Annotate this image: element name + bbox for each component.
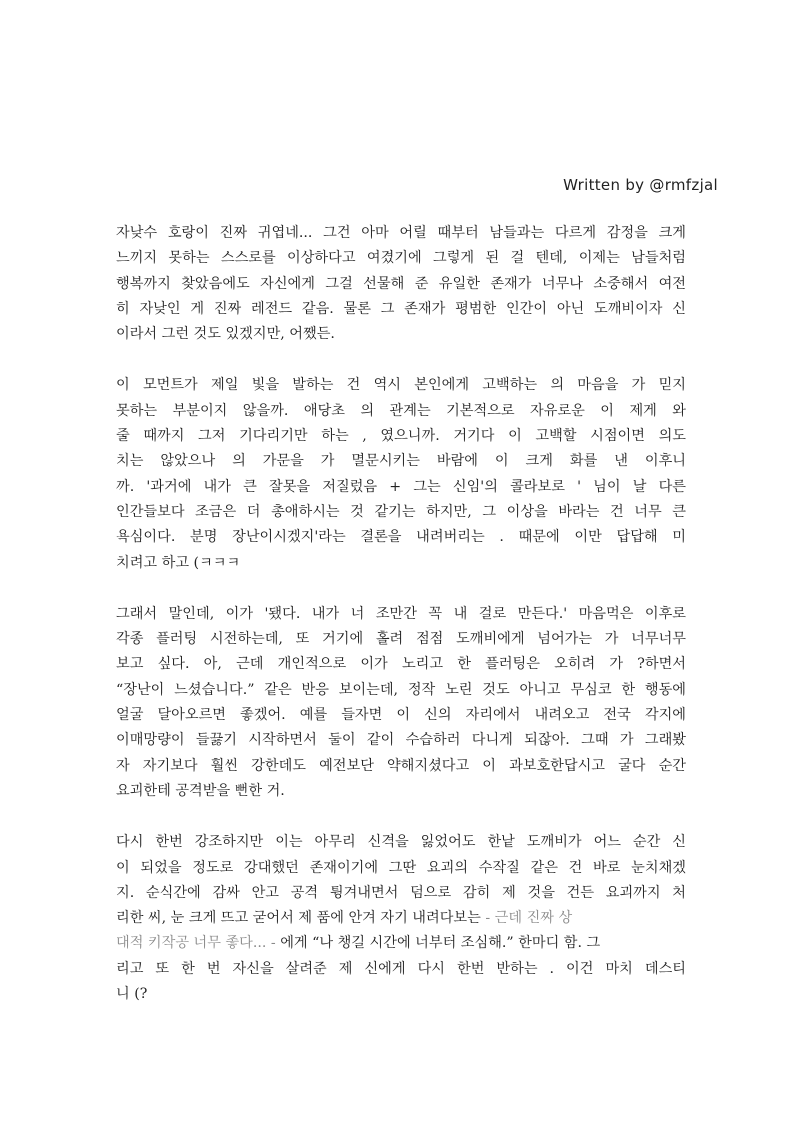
text-line: 이라서 그런 것도 있겠지만, 어쨌든.: [116, 326, 335, 343]
text-line: 리고 또 한 번 자신을 살려준 제 신에게 다시 한번 반하는 . 이건 마치 데스티: [116, 960, 686, 977]
text-line: 지. 순식간에 감싸 안고 공격 튕겨내면서 덤으로 감히 제 것을 건든 요괴까지 처: [116, 884, 686, 901]
text-line: 보고 싶다. 아, 근데 개인적으로 이가 노리고 한 플러팅은 오히려 가 ?하면서: [116, 656, 686, 673]
text-line: 자 자기보다 훨씬 강한데도 예전보단 약해지셨다고 이 과보호한답시고 굴다 순간: [116, 757, 686, 774]
text-line: 각종 플러팅 시전하는데, 또 거기에 홀려 점점 도깨비에게 넘어가는 가 너무너무: [116, 631, 686, 648]
text-line: 욕심이다. 분명 장난이시겠지'라는 결론을 내려버리는 . 때문에 이만 답답해 미: [116, 529, 686, 546]
text-line: 치려고 하고 (ㅋㅋㅋ: [116, 554, 241, 571]
text-line: 행복까지 찾았음에도 자신에게 그걸 선물해 준 유일한 존재가 너무나 소중해서 여전: [116, 275, 686, 292]
text-line: “장난이 느셨습니다.” 같은 반응 보이는데, 정작 노린 것도 아니고 무심코 한 행동에: [116, 681, 686, 698]
text-line: 인간들보다 조금은 더 총애하시는 것 같기는 하지만, 그 이상을 바라는 건 너무 큰: [116, 503, 686, 520]
text-line: 못하는 부분이지 않을까. 애당초 의 관계는 기본적으로 자유로운 이 제게 와: [116, 402, 686, 419]
document-body: [116, 221, 686, 1033]
text-line: 치는 않았으나 의 가문을 가 멸문시키는 바람에 이 크게 화를 낸 이후니: [116, 453, 686, 470]
text-line: 까. '과거에 내가 큰 잘못을 저질렀음 + 그는 신임'의 콜라보로 ' 님이 날 다른: [116, 478, 686, 495]
paragraph-4: [116, 830, 686, 1007]
text-line: 다시 한번 강조하지만 이는 아무리 신격을 잃었어도 한낱 도깨비가 어느 순간 신: [116, 834, 686, 851]
text-line: 자낮수 호랑이 진짜 귀엽네... 그건 아마 어릴 때부터 남들과는 다르게 감정을 크게: [116, 225, 686, 241]
text-line: 요괴한테 공격받을 뻔한 거.: [116, 782, 285, 799]
text-line-segment: 에게 “나 챙길 시간에 너부터 조심해.” 한마디 함. 그: [275, 935, 601, 952]
text-line: 히 자낮인 게 진짜 레전드 같음. 물론 그 존재가 평범한 인간이 아닌 도깨비이자 신: [116, 300, 686, 317]
inline-aside: - 근데 진짜 상: [485, 910, 573, 927]
text-line: 줄 때까지 그저 기다리기만 하는 , 였으니까. 거기다 이 고백할 시점이면 의도: [116, 428, 686, 445]
text-line: [116, 931, 686, 956]
text-line: 니 (?: [116, 986, 148, 1003]
inline-aside: 대적 키작공 너무 좋다... -: [116, 935, 276, 952]
text-line-segment: 리한 씨, 눈 크게 뜨고 굳어서 제 품에 안겨 자기 내려다보는: [116, 910, 481, 927]
paragraph-1: [116, 221, 686, 347]
text-line: 그래서 말인데, 이가 '됐다. 내가 너 조만간 꼭 내 걸로 만든다.' 마음먹은 이후로: [116, 605, 686, 622]
text-line: 느끼지 못하는 스스로를 이상하다고 여겼기에 그렇게 된 걸 텐데, 이제는 남들처럼: [116, 250, 686, 267]
author-byline: Written by @rmfzjal: [563, 176, 718, 194]
text-line: 이매망량이 들끓기 시작하면서 둘이 같이 수습하러 다니게 되잖아. 그때 가 그래봤: [116, 732, 686, 749]
text-line: 이 모먼트가 제일 빛을 발하는 건 역시 본인에게 고백하는 의 마음을 가 믿지: [116, 377, 686, 394]
text-line: 이 되었을 정도로 강대했던 존재이기에 그딴 요괴의 수작질 같은 건 바로 눈치채겠: [116, 859, 686, 876]
paragraph-2: [116, 373, 686, 575]
paragraph-3: [116, 602, 686, 804]
text-line: 얼굴 달아오르면 좋겠어. 예를 들자면 이 신의 자리에서 내려오고 전국 각지에: [116, 707, 686, 724]
text-line: [116, 906, 686, 931]
